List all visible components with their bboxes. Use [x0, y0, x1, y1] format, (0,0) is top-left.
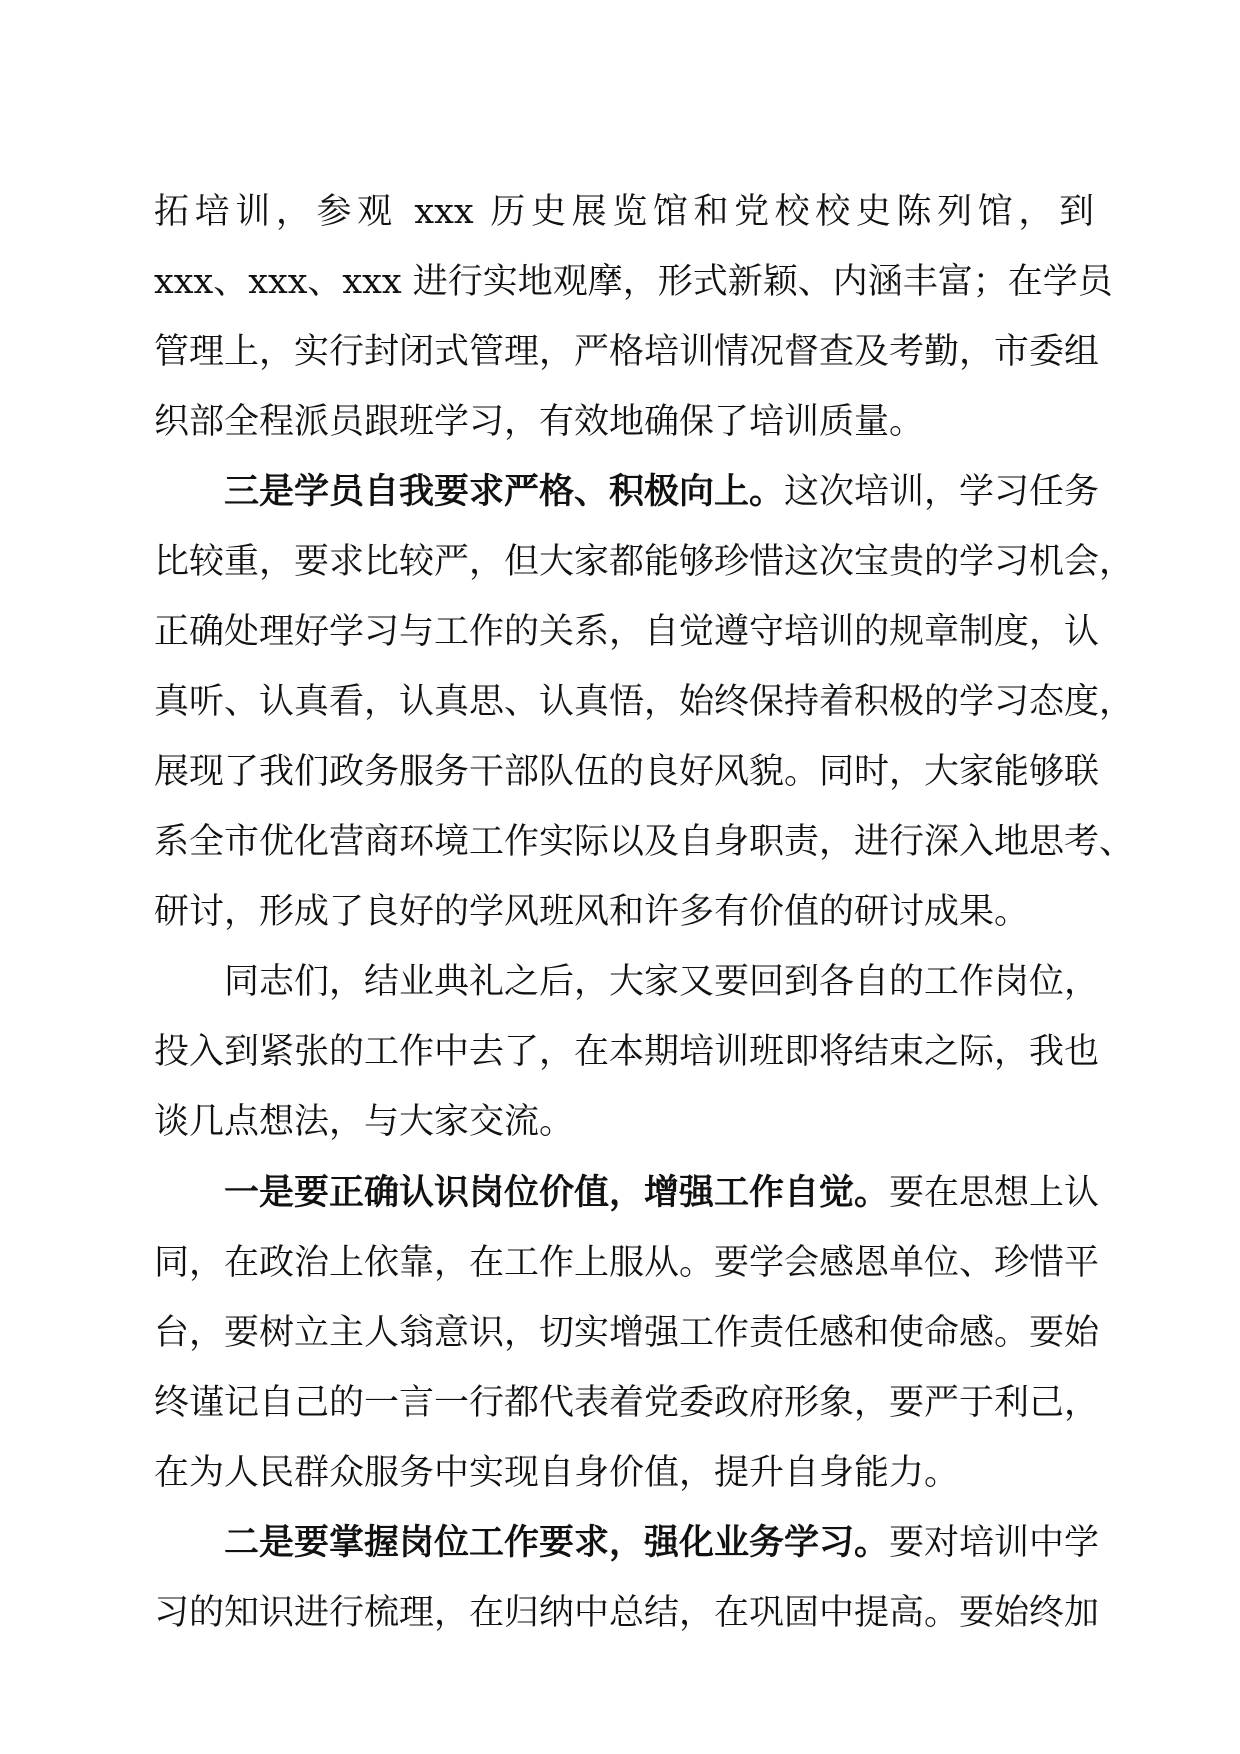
paragraph-heading-line: [224, 1162, 1100, 1224]
text-span: 要在思想上认: [889, 1173, 1100, 1213]
text-line: 真听、认真看，认真思、认真悟，始终保持着积极的学习态度，: [154, 682, 1135, 722]
text-line: 终谨记自己的一言一行都代表着党委政府形象，要严于利己，: [154, 1383, 1100, 1423]
text-line: 管理上，实行封闭式管理，严格培训情况督查及考勤，市委组: [154, 332, 1100, 372]
paragraph-heading-line: [224, 461, 1100, 523]
paragraph-heading: 三是学员自我要求严格、积极向上。: [224, 472, 785, 512]
text-line: 习的知识进行梳理，在归纳中总结，在巩固中提高。要始终加: [154, 1593, 1100, 1633]
text-span: 要对培训中学: [889, 1523, 1100, 1563]
text-line: 研讨，形成了良好的学风班风和许多有价值的研讨成果。: [154, 892, 1030, 932]
text-line: 投入到紧张的工作中去了，在本期培训班即将结束之际，我也: [154, 1032, 1100, 1072]
text-line: 织部全程派员跟班学习，有效地确保了培训质量。: [154, 402, 925, 442]
text-line: 同志们，结业典礼之后，大家又要回到各自的工作岗位，: [224, 962, 1100, 1002]
text-line: 同，在政治上依靠，在工作上服从。要学会感恩单位、珍惜平: [154, 1243, 1100, 1283]
paragraph-heading-line: [224, 1512, 1100, 1574]
text-line: 比较重，要求比较严，但大家都能够珍惜这次宝贵的学习机会，: [154, 542, 1135, 582]
paragraph-heading: 二是要掌握岗位工作要求，强化业务学习。: [224, 1523, 890, 1563]
text-line: 系全市优化营商环境工作实际以及自身职责，进行深入地思考、: [154, 822, 1135, 862]
text-line: 台，要树立主人翁意识，切实增强工作责任感和使命感。要始: [154, 1313, 1100, 1353]
text-span: 这次培训，学习任务: [784, 472, 1100, 512]
text-line: 正确处理好学习与工作的关系，自觉遵守培训的规章制度，认: [154, 612, 1100, 652]
text-line: xxx、xxx、xxx 进行实地观摩，形式新颖、内涵丰富；在学员: [154, 262, 1113, 302]
text-line: 在为人民群众服务中实现自身价值，提升自身能力。: [154, 1453, 960, 1493]
text-line: 展现了我们政务服务干部队伍的良好风貌。同时，大家能够联: [154, 752, 1100, 792]
text-line: 拓培训，参观 xxx 历史展览馆和党校校史陈列馆，到: [154, 192, 1094, 232]
text-line: 谈几点想法，与大家交流。: [154, 1102, 575, 1142]
paragraph-heading: 一是要正确认识岗位价值，增强工作自觉。: [224, 1173, 890, 1213]
